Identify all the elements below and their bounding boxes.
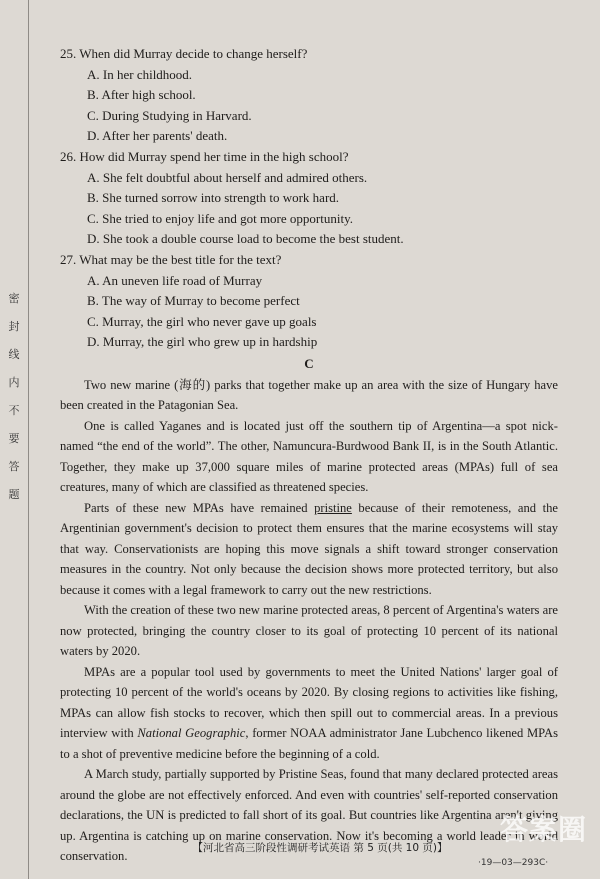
paragraph-1: Two new marine (海的) parks that together make up an area with the size of Hungary have been created in the Patagonian Sea. [60,377,558,412]
italic-publication: National Geographic [137,726,246,740]
paragraph-3-part-2: because of their remoteness, and the Argentinian government's decision to protect them ensures that the marine ecosystems will stay that way. Conservationists are hoping this move signals a shift toward stronger conservation measures in the country. Not only because the decision shows more protected territory, but also because it comes with a legal framework to carry out the new restrictions. [60,500,558,597]
binding-margin [0,0,29,879]
option-c: C. During Studying in Harvard. [87,107,252,123]
option-b: B. The way of Murray to become perfect [87,293,300,309]
option-a: A. An uneven life road of Murray [87,272,263,288]
paragraph-5-part-2: , former NOAA administrator Jane Lubchenco likened MPAs to a shot of preventive medicine before the beginning of a cold. [60,726,558,761]
section-heading: C [304,355,314,371]
option-d: D. Murray, the girl who grew up in hardship [87,334,318,350]
question-26 [60,147,558,250]
question-stem: 26. How did Murray spend her time in the high school? [60,148,349,164]
question-stem: 25. When did Murray decide to change herself? [60,46,308,61]
option-b: B. After high school. [87,87,196,103]
question-stem: 27. What may be the best title for the text? [60,251,282,267]
exam-code: ·19—03—293C· [478,858,549,868]
option-d: D. She took a double course load to become the best student. [87,231,404,247]
watermark-logo: 答案圈 [500,813,588,846]
option-c: C. She tried to enjoy life and got more opportunity. [87,210,353,226]
paragraph-2: One is called Yaganes and is located just off the southern tip of Argentina—a spot nick-named “the end of the world”. The other, Namuncura-Burdwood Bank II, is in the South Atlantic. Together, they make up 37,000 square miles of marine protected areas (MPAs) full of sea creatures, many of which are classified as threatened species. [60,418,558,494]
question-25 [60,44,558,147]
binding-line-notice: 密封线内不要答题 [8,292,20,501]
underlined-word: pristine [314,500,352,515]
paragraph-4: With the creation of these two new marine protected areas, 8 percent of Argentina's waters are now protected, bringing the country closer to its goal of protecting 10 percent of its national waters by 2020. [60,603,558,658]
paragraph-3-part-1: Parts of these new MPAs have remained [84,500,315,515]
option-d: D. After her parents' death. [87,128,228,144]
paragraph-5 [60,662,558,765]
paragraph-5-part-1: MPAs are a popular tool used by governments to meet the United Nations' larger goal of protecting 10 percent of the world's oceans by 2020. By closing regions to activities like fishing, MPAs can allow fish stocks to recover, which then spill out to commercial areas. In a previous interview with [60,664,558,740]
page-footer: 【河北省高三阶段性调研考试英语 第 5 页(共 10 页)】 [192,842,448,854]
paragraph-3 [60,498,558,601]
option-a: A. She felt doubtful about herself and admired others. [87,169,368,185]
paragraph-6: A March study, partially supported by Pristine Seas, found that many declared protected areas around the globe are not effectively enforced. And even with countries' self-reported conservation declarations, the UN is predicted to fall short of its goal. But countries like Argentina aren't giving up. Argentina is catching up on marine conservation. Now it's becoming a world leader in world conservation. [60,767,558,863]
option-a: A. In her childhood. [87,66,193,82]
question-27 [60,250,558,353]
page-content [60,44,558,867]
option-c: C. Murray, the girl who never gave up goals [87,313,317,329]
option-b: B. She turned sorrow into strength to work hard. [87,190,340,206]
